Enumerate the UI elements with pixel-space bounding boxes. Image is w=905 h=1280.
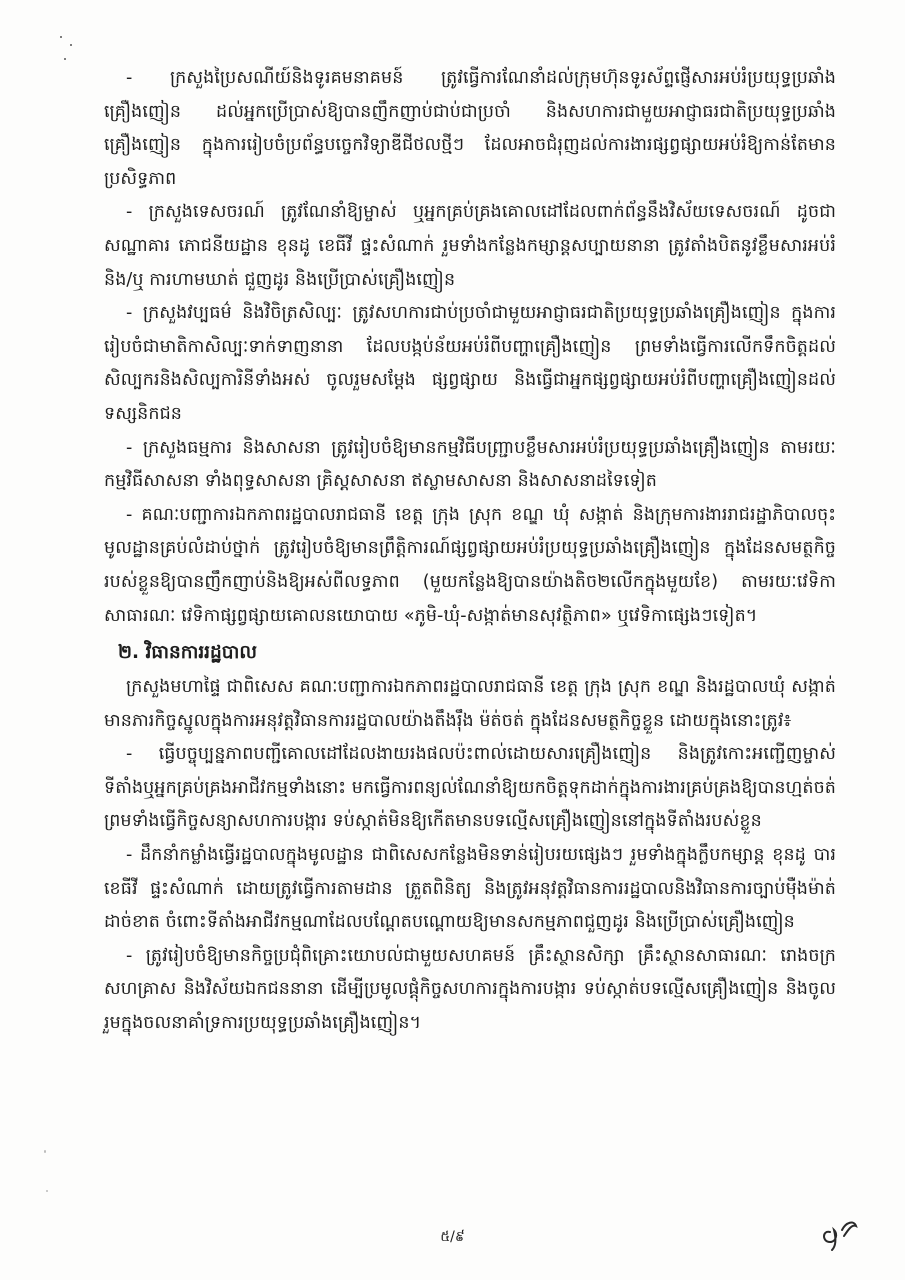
section-intro: ក្រសួងមហាផ្ទៃ ជាពិសេស គណៈបញ្ជាការឯកភាពរដ្ឋបាលរាជធានី ខេត្ត ក្រុង ស្រុក ខណ្ឌ និងរដ្ឋបាលឃុំ សង្កាត់ មានភារកិច្ចស្នូលក្នុងការអនុវត្តវិធានការរដ្ឋបាលយ៉ាងតឹងរ៉ឹង ម៉ត់ចត់ ក្នុងដែនសមត្ថកិច្ចខ្លួន ដោយក្នុងនោះត្រូវ៖ bbox=[104, 677, 836, 731]
paragraph-administration-commands: - គណៈបញ្ជាការឯកភាពរដ្ឋបាលរាជធានី ខេត្ត ក្រុង ស្រុក ខណ្ឌ ឃុំ សង្កាត់ និងក្រុមការងាររាជរដ្ឋាភិបាលចុះមូលដ្ឋានគ្រប់លំដាប់ថ្នាក់ ត្រូវរៀបចំឱ្យមានព្រឹត្តិការណ៍ផ្សព្វផ្សាយអប់រំប្រយុទ្ធប្រឆាំងគ្រឿងញៀន ក្នុងដែនសមត្ថកិច្ចរបស់ខ្លួនឱ្យបានញឹកញាប់និងឱ្យអស់ពីលទ្ធភាព (មួយកន្លែងឱ្យបានយ៉ាងតិច២លើកក្នុងមួយខែ) តាមរយៈវេទិកាសាធារណៈ វេទិកាផ្សព្វផ្សាយគោលនយោបាយ «ភូមិ-ឃុំ-សង្កាត់មានសុវត្ថិភាព» ឬវេទិកាផ្សេងៗទៀត។ bbox=[104, 504, 836, 626]
paragraph-ministry-posts: - ក្រសួងប្រៃសណីយ៍និងទូរគមនាគមន៍ ត្រូវធ្វើការណែនាំដល់ក្រុមហ៊ុនទូរស័ព្ទផ្ញើសារអប់រំប្រយុទ្ធប្រឆាំងគ្រឿងញៀន ដល់អ្នកប្រើប្រាស់ឱ្យបានញឹកញាប់ជាប់ជាប្រចាំ និងសហការជាមួយអាជ្ញាធរជាតិប្រយុទ្ធប្រឆាំងគ្រឿងញៀន ក្នុងការរៀបចំប្រព័ន្ធបច្ចេកវិទ្យាឌីជីថលថ្មីៗ ដែលអាចជំរុញដល់ការងារផ្សព្វផ្សាយអប់រំឱ្យកាន់តែមានប្រសិទ្ធភាព bbox=[104, 68, 836, 189]
scan-speck bbox=[70, 44, 72, 46]
section-heading: ២. វិធានការរដ្ឋបាល bbox=[118, 642, 258, 664]
section-item-update-list: - ធ្វើបច្ចុប្បន្នភាពបញ្ជីគោលដៅដែលងាយរងផលប៉ះពាល់ដោយសារគ្រឿងញៀន និងត្រូវកោះអញ្ជើញម្ចាស់ទីតាំងឬអ្នកគ្រប់គ្រងអាជីវកម្មទាំងនោះ មកធ្វើការពន្យល់ណែនាំឱ្យយកចិត្តទុកដាក់ក្នុងការងារគ្រប់គ្រងឱ្យបានហ្មត់ចត់ ព្រមទាំងធ្វើកិច្ចសន្យាសហការបង្ការ ទប់ស្កាត់មិនឱ្យកើតមានបទល្មើសគ្រឿងញៀននៅក្នុងទីតាំងរបស់ខ្លួន bbox=[104, 744, 836, 832]
page-number: ៥/៩ bbox=[440, 1229, 465, 1245]
paragraph-ministry-tourism: - ក្រសួងទេសចរណ៍ ត្រូវណែនាំឱ្យម្ចាស់ ឬអ្នកគ្រប់គ្រងគោលដៅដែលពាក់ព័ន្ធនឹងវិស័យទេសចរណ៍ ដូចជា សណ្ឋាគារ ភោជនីយដ្ឋាន ខុនដូ ខេធីវី ផ្ទះសំណាក់ រួមទាំងកន្លែងកម្សាន្តសប្បាយនានា ត្រូវតាំងបិតនូវខ្លឹមសារអប់រំ និង/ឬ ការហាមឃាត់ ជួញដូរ និងប្រើប្រាស់គ្រឿងញៀន bbox=[104, 202, 836, 290]
scan-speck bbox=[46, 1190, 48, 1192]
paragraph-ministry-cults: - ក្រសួងធម្មការ និងសាសនា ត្រូវរៀបចំឱ្យមានកម្មវិធីបញ្ជ្រាបខ្លឹមសារអប់រំប្រយុទ្ធប្រឆាំងគ្រឿងញៀន តាមរយៈកម្មវិធីសាសនា ទាំងពុទ្ធសាសនា គ្រិស្តសាសនា ឥស្លាមសាសនា និងសាសនាដទៃទៀត bbox=[104, 437, 836, 492]
scan-speck bbox=[64, 58, 66, 60]
scan-speck bbox=[60, 36, 62, 38]
section-item-local-administration: - ដឹកនាំកម្លាំងធ្វើរដ្ឋបាលក្នុងមូលដ្ឋាន ជាពិសេសកន្លែងមិនទាន់រៀបរយផ្សេងៗ រួមទាំងក្នុងក្លឹបកម្សាន្ត ខុនដូ បារ ខេធីវី ផ្ទះសំណាក់ ដោយត្រូវធ្វើការតាមដាន ត្រួតពិនិត្យ និងត្រូវអនុវត្តវិធានការរដ្ឋបាលនិងវិធានការច្បាប់ម៉ឺងម៉ាត់ ដាច់ខាត ចំពោះទីតាំងអាជីវកម្មណាដែលបណ្តែតបណ្តោយឱ្យមានសកម្មភាពជួញដូរ និងប្រើប្រាស់គ្រឿងញៀន bbox=[104, 845, 836, 933]
scan-speck bbox=[44, 1150, 46, 1153]
paragraph-ministry-culture: - ក្រសួងវប្បធម៌ និងវិចិត្រសិល្បៈ ត្រូវសហការជាប់ប្រចាំជាមួយអាជ្ញាធរជាតិប្រយុទ្ធប្រឆាំងគ្រឿងញៀន ក្នុងការរៀបចំជាមាតិកាសិល្បៈទាក់ទាញនានា ដែលបង្កប់ន័យអប់រំពីបញ្ហាគ្រឿងញៀន ព្រមទាំងធ្វើការលើកទឹកចិត្តដល់សិល្បករនិងសិល្បការិនីទាំងអស់ ចូលរួមសម្ដែង ផ្សព្វផ្សាយ និងធ្វើជាអ្នកផ្សព្វផ្សាយអប់រំពីបញ្ហាគ្រឿងញៀនដល់ទស្សនិកជន bbox=[104, 303, 836, 424]
initials-signature bbox=[816, 1212, 862, 1252]
document-body bbox=[104, 62, 836, 1041]
section-item-consultation: - ត្រូវរៀបចំឱ្យមានកិច្ចប្រជុំពិគ្រោះយោបល់ជាមួយសហគមន៍ គ្រឹះស្ថានសិក្សា គ្រឹះស្ថានសាធារណៈ រោងចក្រ សហគ្រាស និងវិស័យឯកជននានា ដើម្បីប្រមូលផ្តុំកិច្ចសហការក្នុងការបង្ការ ទប់ស្កាត់បទល្មើសគ្រឿងញៀន និងចូលរួមក្នុងចលនាគាំទ្រការប្រយុទ្ធប្រឆាំងគ្រឿងញៀន។ bbox=[104, 945, 836, 1034]
